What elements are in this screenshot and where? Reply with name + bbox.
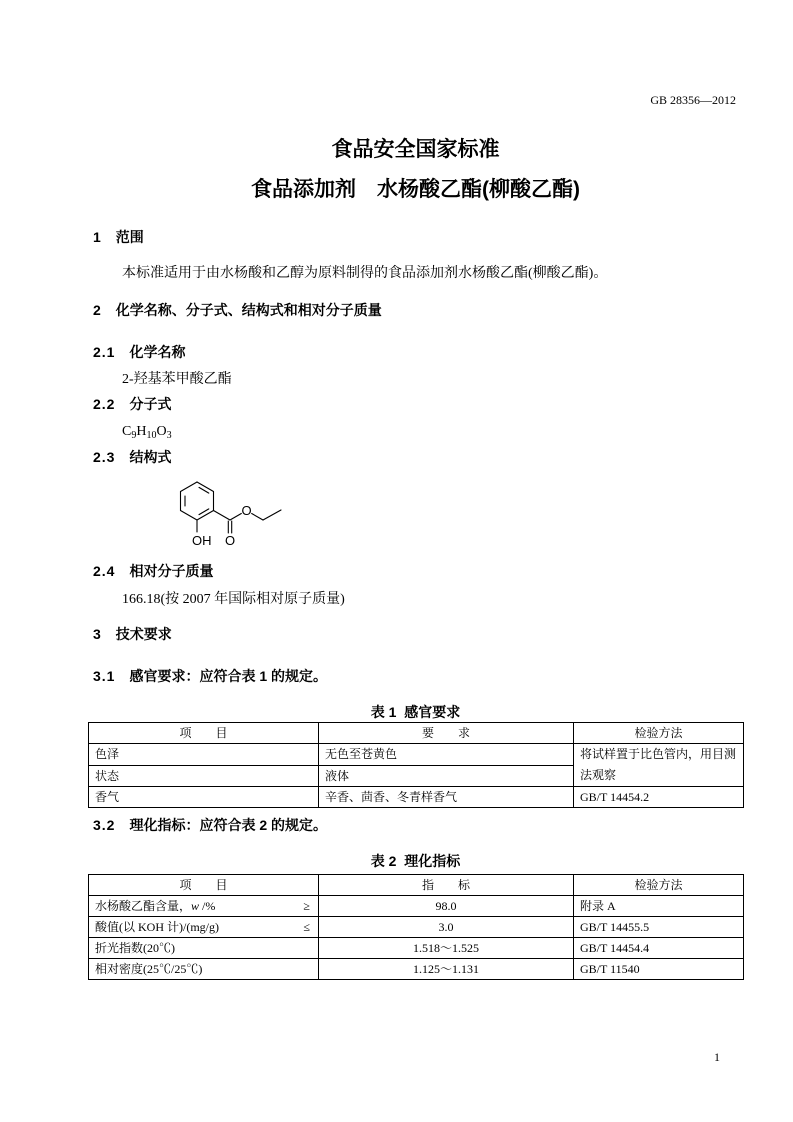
section-heading-2-2 bbox=[93, 396, 171, 412]
item-cell: 折光指数(20℃) bbox=[89, 938, 319, 959]
item-cell: 相对密度(25℃/25℃) bbox=[89, 959, 319, 980]
method-line: 将试样置于比色管内，用目测 bbox=[580, 747, 737, 761]
section-title: 化学名称 bbox=[129, 344, 186, 360]
item-label: 酸值(以 KOH 计)/(mg/g) bbox=[95, 920, 219, 934]
column-header-method: 检验方法 bbox=[574, 723, 744, 744]
section-heading-3-2 bbox=[93, 817, 327, 833]
item-cell: 状态 bbox=[89, 765, 319, 787]
table-header-row bbox=[89, 875, 744, 896]
item-cell bbox=[89, 917, 319, 938]
column-header-indicator: 指 标 bbox=[319, 875, 574, 896]
ring-bond-4 bbox=[181, 511, 198, 521]
formula-carbon-count: 9 bbox=[131, 430, 137, 441]
relative-molecular-mass: 166.18(按 2007 年国际相对原子质量) bbox=[122, 592, 345, 607]
section-number: 3 bbox=[93, 626, 102, 642]
section-number: 3.2 bbox=[93, 817, 116, 833]
comparison-operator: ≤ bbox=[303, 920, 310, 934]
section-number: 2 bbox=[93, 302, 102, 318]
section-heading-2-1 bbox=[93, 344, 185, 360]
structural-formula bbox=[170, 475, 295, 555]
ring-bond-1 bbox=[197, 482, 214, 492]
page-number: 1 bbox=[714, 1050, 720, 1064]
requirement-cell: 液体 bbox=[319, 765, 574, 787]
section-title: 理化指标：应符合表 2 的规定。 bbox=[129, 817, 328, 833]
requirement-cell: 辛香、茴香、冬青样香气 bbox=[319, 787, 574, 808]
method-line: 法观察 bbox=[580, 768, 617, 782]
method-cell: GB/T 14454.4 bbox=[574, 938, 744, 959]
method-cell: GB/T 14454.2 bbox=[574, 787, 744, 808]
table-row bbox=[89, 959, 744, 980]
section-title: 化学名称、分子式、结构式和相对分子质量 bbox=[115, 302, 382, 318]
requirement-cell: 无色至苍黄色 bbox=[319, 744, 574, 766]
item-unit: /% bbox=[202, 899, 216, 913]
ester-oxygen-label: O bbox=[241, 503, 252, 518]
ester-oxygen-to-methylene-bond bbox=[252, 514, 263, 521]
table-row bbox=[89, 938, 744, 959]
method-cell: 附录 A bbox=[574, 896, 744, 917]
ring-bond-3 bbox=[197, 511, 214, 521]
item-cell: 香气 bbox=[89, 787, 319, 808]
section-title: 相对分子质量 bbox=[129, 563, 214, 579]
column-header-method: 检验方法 bbox=[574, 875, 744, 896]
section-number: 1 bbox=[93, 229, 102, 245]
table-row bbox=[89, 917, 744, 938]
physicochemical-indicators-table bbox=[88, 874, 744, 980]
document-subtitle: 食品添加剂 水杨酸乙酯(柳酸乙酯) bbox=[251, 178, 580, 201]
section-title: 技术要求 bbox=[115, 626, 172, 642]
carbonyl-to-ester-oxygen-bond bbox=[230, 514, 241, 521]
item-variable: w bbox=[191, 899, 200, 913]
section-heading-3-1 bbox=[93, 668, 327, 684]
sensory-requirements-table bbox=[88, 722, 744, 808]
section-heading-3 bbox=[93, 626, 172, 642]
column-header-item: 项 目 bbox=[89, 723, 319, 744]
ring-to-carbonyl-bond bbox=[214, 511, 231, 521]
indicator-cell: 1.125～1.131 bbox=[319, 959, 574, 980]
item-text: 水杨酸乙酯含量， bbox=[95, 899, 192, 913]
formula-oxygen-count: 3 bbox=[166, 430, 172, 441]
column-header-item: 项 目 bbox=[89, 875, 319, 896]
method-cell: GB/T 11540 bbox=[574, 959, 744, 980]
carbonyl-oxygen-label: O bbox=[224, 533, 236, 548]
chemical-name: 2-羟基苯甲酸乙酯 bbox=[122, 372, 232, 387]
section-heading-2 bbox=[93, 302, 382, 318]
formula-oxygen: O bbox=[156, 424, 167, 439]
table-row bbox=[89, 744, 744, 766]
formula-hydrogen-count: 10 bbox=[146, 430, 157, 441]
ring-bond-6 bbox=[181, 482, 198, 492]
section-heading-1 bbox=[93, 229, 144, 245]
table-header-row bbox=[89, 723, 744, 744]
section-number: 2.1 bbox=[93, 344, 116, 360]
methylene-to-methyl-bond bbox=[263, 510, 281, 520]
section-number: 2.4 bbox=[93, 563, 116, 579]
molecular-formula bbox=[122, 424, 172, 441]
section-title: 结构式 bbox=[129, 449, 172, 465]
document-title: 食品安全国家标准 bbox=[331, 138, 500, 161]
section-number: 2.2 bbox=[93, 396, 116, 412]
section-number: 3.1 bbox=[93, 668, 116, 684]
table1-caption: 表 1 感官要求 bbox=[370, 704, 461, 720]
table-row bbox=[89, 787, 744, 808]
item-label bbox=[95, 899, 215, 913]
section-title: 范围 bbox=[115, 229, 144, 245]
section-number: 2.3 bbox=[93, 449, 116, 465]
indicator-cell: 98.0 bbox=[319, 896, 574, 917]
section-heading-2-3 bbox=[93, 449, 171, 465]
formula-hydrogen: H bbox=[136, 424, 147, 439]
item-cell: 色泽 bbox=[89, 744, 319, 766]
comparison-operator: ≥ bbox=[303, 899, 310, 913]
indicator-cell: 3.0 bbox=[319, 917, 574, 938]
method-cell-shared bbox=[574, 744, 744, 787]
formula-carbon: C bbox=[122, 424, 132, 439]
item-cell bbox=[89, 896, 319, 917]
scope-paragraph: 本标准适用于由水杨酸和乙醇为原料制得的食品添加剂水杨酸乙酯(柳酸乙酯)。 bbox=[122, 266, 608, 281]
table-row bbox=[89, 896, 744, 917]
section-heading-2-4 bbox=[93, 563, 213, 579]
section-title: 分子式 bbox=[129, 396, 172, 412]
section-title: 感官要求：应符合表 1 的规定。 bbox=[129, 668, 328, 684]
standard-number: GB 28356—2012 bbox=[650, 93, 736, 107]
hydroxyl-label: OH bbox=[192, 533, 212, 548]
column-header-requirement: 要 求 bbox=[319, 723, 574, 744]
table2-caption: 表 2 理化指标 bbox=[370, 853, 461, 869]
indicator-cell: 1.518～1.525 bbox=[319, 938, 574, 959]
method-cell: GB/T 14455.5 bbox=[574, 917, 744, 938]
